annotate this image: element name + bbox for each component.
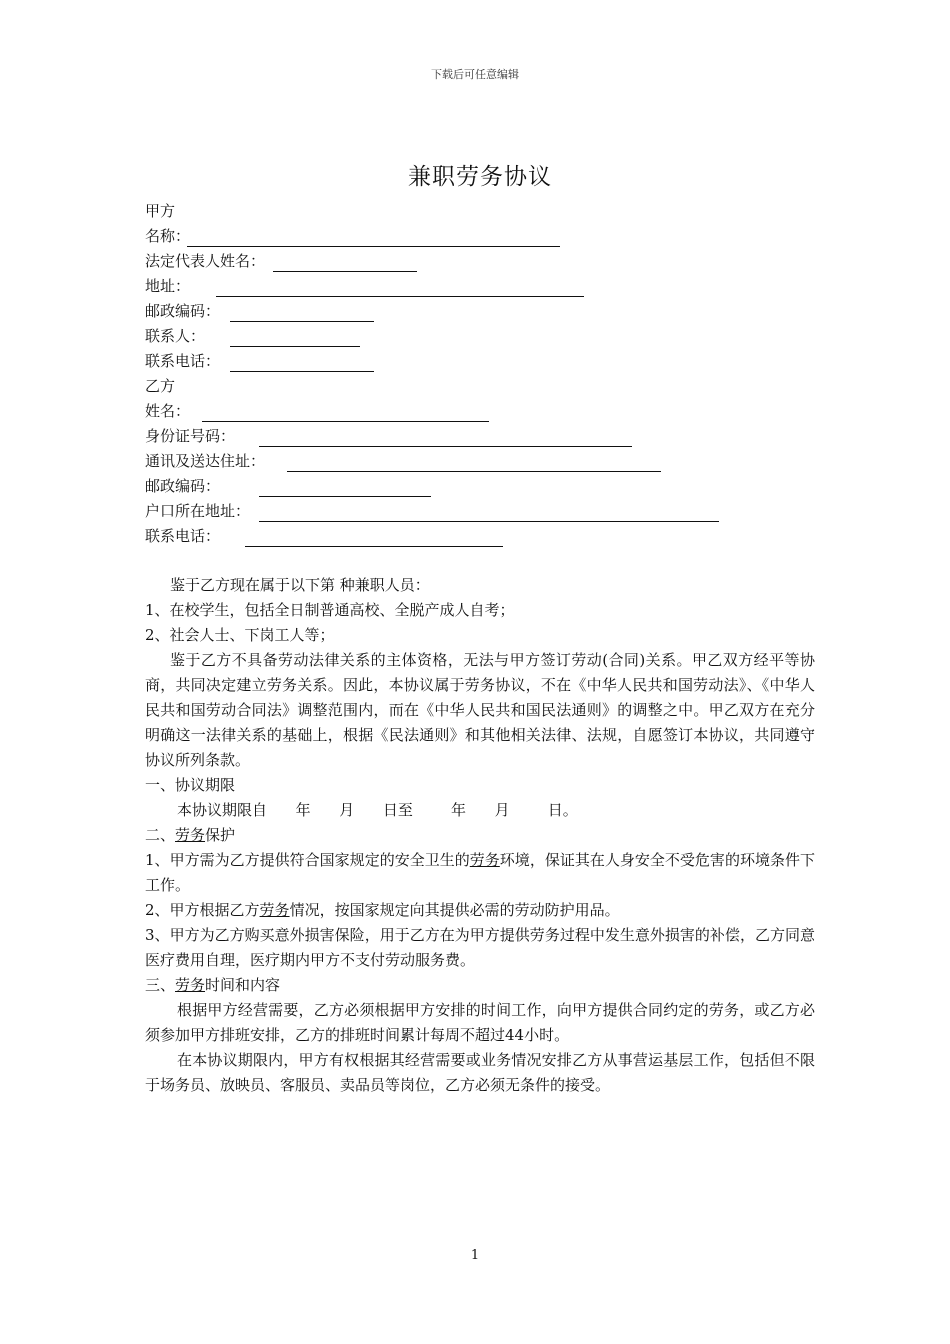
party-a-rep-field[interactable] (273, 271, 417, 272)
section-2-item-3: 3、甲方为乙方购买意外损害保险，用于乙方在为甲方提供劳务过程中发生意外损害的补偿，乙方同意医疗费用自理，医疗期内甲方不支付劳动服务费。 (145, 926, 815, 969)
party-a-rep-label: 法定代表人姓名： (145, 252, 266, 270)
section-2-item-1: 1、甲方需为乙方提供符合国家规定的安全卫生的劳务环境，保证其在人身安全不受危害的环境条件下工作。 (145, 851, 815, 894)
party-b-name-label: 姓名： (145, 402, 191, 420)
party-b-id-field[interactable] (259, 446, 632, 447)
party-a-phone-label: 联系电话： (145, 352, 221, 370)
party-a-heading: 甲方 (145, 202, 176, 220)
party-b-hukou-label: 户口所在地址： (145, 502, 251, 520)
header-note: 下载后可任意编辑 (431, 68, 519, 81)
party-b-name-field[interactable] (202, 421, 489, 422)
basis-paragraph: 鉴于乙方不具备劳动法律关系的主体资格，无法与甲方签订劳动(合同)关系。甲乙双方经平等协商，共同决定建立劳务关系。因此，本协议属于劳务协议，不在《中华人民共和国劳动法》、《中华人民共和国劳动合同法》调整范围内，而在《中华人民共和国民法通则》的调整之中。甲乙双方在充分明确这一法律关系的基础上，根据《民法通则》和其他相关法律、法规，自愿签订本协议，共同遵守协议所列条款。 (145, 651, 815, 769)
party-a-postcode-label: 邮政编码： (145, 302, 221, 320)
list-item-type-2: 2、社会人士、下岗工人等； (145, 626, 335, 644)
party-b-postcode-field[interactable] (259, 496, 431, 497)
section-3-title: 三、劳务时间和内容 (145, 976, 281, 994)
list-item-type-1: 1、在校学生，包括全日制普通高校、全脱产成人自考； (145, 601, 515, 619)
party-b-id-label: 身份证号码： (145, 427, 236, 445)
party-a-address-label: 地址： (145, 277, 191, 295)
party-a-postcode-field[interactable] (230, 321, 374, 322)
party-a-name-field[interactable] (187, 246, 560, 247)
party-a-contact-label: 联系人： (145, 327, 206, 345)
party-b-hukou-field[interactable] (259, 521, 719, 522)
party-b-mail-address-label: 通讯及送达住址： (145, 452, 266, 470)
section-3-paragraph-2: 在本协议期限内，甲方有权根据其经营需要或业务情况安排乙方从事营运基层工作，包括但不限于场务员、放映员、客服员、卖品员等岗位，乙方必须无条件的接受。 (145, 1051, 815, 1094)
party-b-mail-address-field[interactable] (287, 471, 661, 472)
section-2-item-2: 2、甲方根据乙方劳务情况，按国家规定向其提供必需的劳动防护用品。 (145, 901, 620, 919)
party-a-phone-field[interactable] (230, 371, 374, 372)
section-2-title: 二、劳务保护 (145, 826, 236, 844)
intro-paragraph: 鉴于乙方现在属于以下第 种兼职人员： (170, 576, 430, 594)
party-a-name-label: 名称： (145, 227, 191, 245)
section-3-paragraph-1: 根据甲方经营需要，乙方必须根据甲方安排的时间工作，向甲方提供合同约定的劳务，或乙方必须参加甲方排班安排，乙方的排班时间累计每周不超过44小时。 (145, 1001, 815, 1044)
party-b-heading: 乙方 (145, 377, 176, 395)
party-b-phone-field[interactable] (245, 546, 503, 547)
party-a-address-field[interactable] (216, 296, 584, 297)
section-1-title: 一、协议期限 (145, 776, 236, 794)
page-number: 1 (470, 1248, 480, 1263)
party-b-postcode-label: 邮政编码： (145, 477, 221, 495)
party-b-phone-label: 联系电话： (145, 527, 221, 545)
document-title: 兼职劳务协议 (408, 164, 552, 190)
party-a-contact-field[interactable] (230, 346, 360, 347)
section-1-text: 本协议期限自 年 月 日至 年 月 日。 (177, 801, 578, 819)
